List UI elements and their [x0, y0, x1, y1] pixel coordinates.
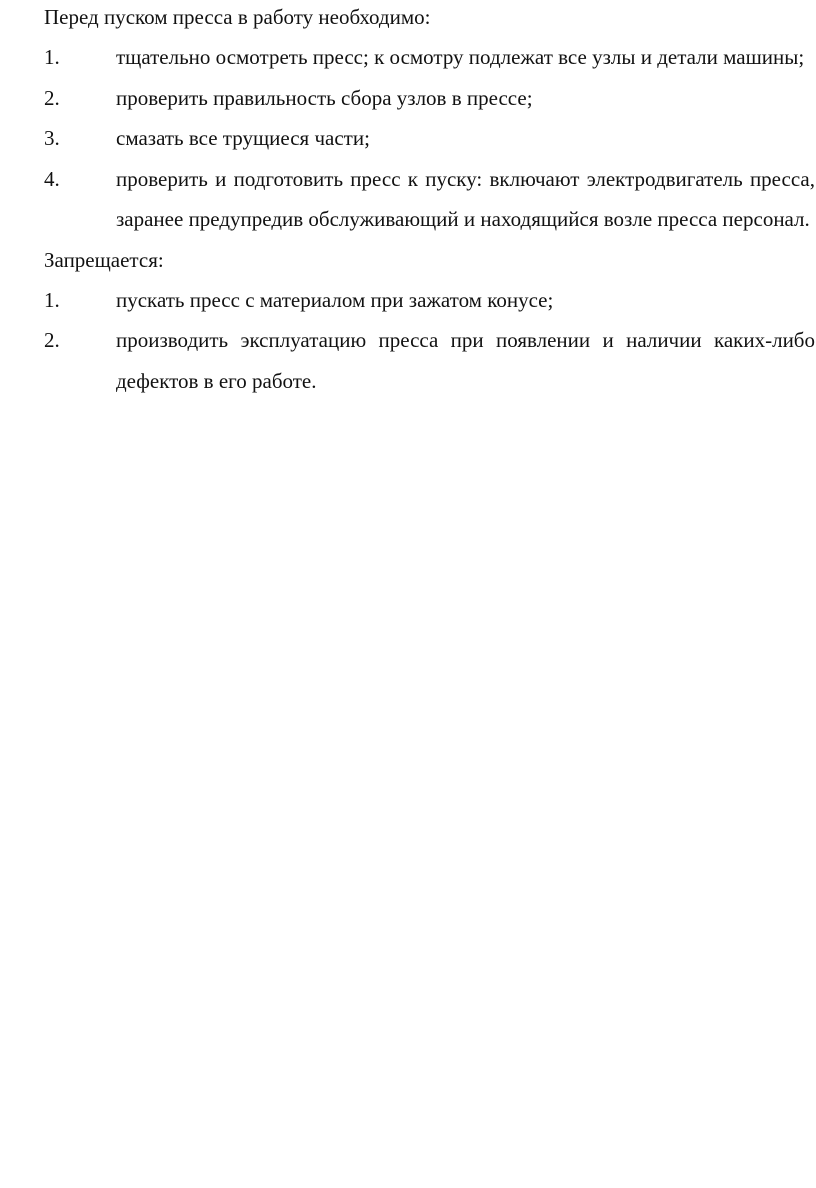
- section2-list-item-1: [44, 280, 815, 321]
- list-text: производить эксплуатацию пресса при появлении и наличии каких-либо дефектов в его работе.: [116, 328, 815, 393]
- list-text: проверить правильность сбора узлов в прессе;: [116, 85, 533, 110]
- section1-list-item-3: [44, 118, 815, 159]
- list-text: смазать все трущиеся части;: [116, 126, 370, 150]
- list-number: 2.: [44, 85, 60, 110]
- list-number: 4.: [44, 166, 60, 191]
- section1-heading: Перед пуском пресса в работу необходимо:: [44, 5, 431, 29]
- section1-list-item-1: [44, 37, 815, 78]
- document-body: [44, 0, 815, 401]
- section1-list-item-4: [44, 159, 815, 240]
- list-number: 1.: [44, 287, 60, 312]
- list-text: тщательно осмотреть пресс; к осмотру подлежат все узлы и детали машины;: [116, 45, 805, 69]
- section2-heading: Запрещается:: [44, 247, 164, 272]
- list-text: пускать пресс с материалом при зажатом конусе;: [116, 287, 554, 312]
- section1-list-item-2: [44, 78, 815, 119]
- list-number: 1.: [44, 45, 60, 69]
- section2-list-item-2: [44, 320, 815, 401]
- list-text: проверить и подготовить пресс к пуску: включают электродвигатель пресса, заранее предупредив обслуживающий и находящийся возле пресса персонал.: [116, 166, 815, 231]
- list-number: 2.: [44, 328, 60, 352]
- list-number: 3.: [44, 126, 60, 150]
